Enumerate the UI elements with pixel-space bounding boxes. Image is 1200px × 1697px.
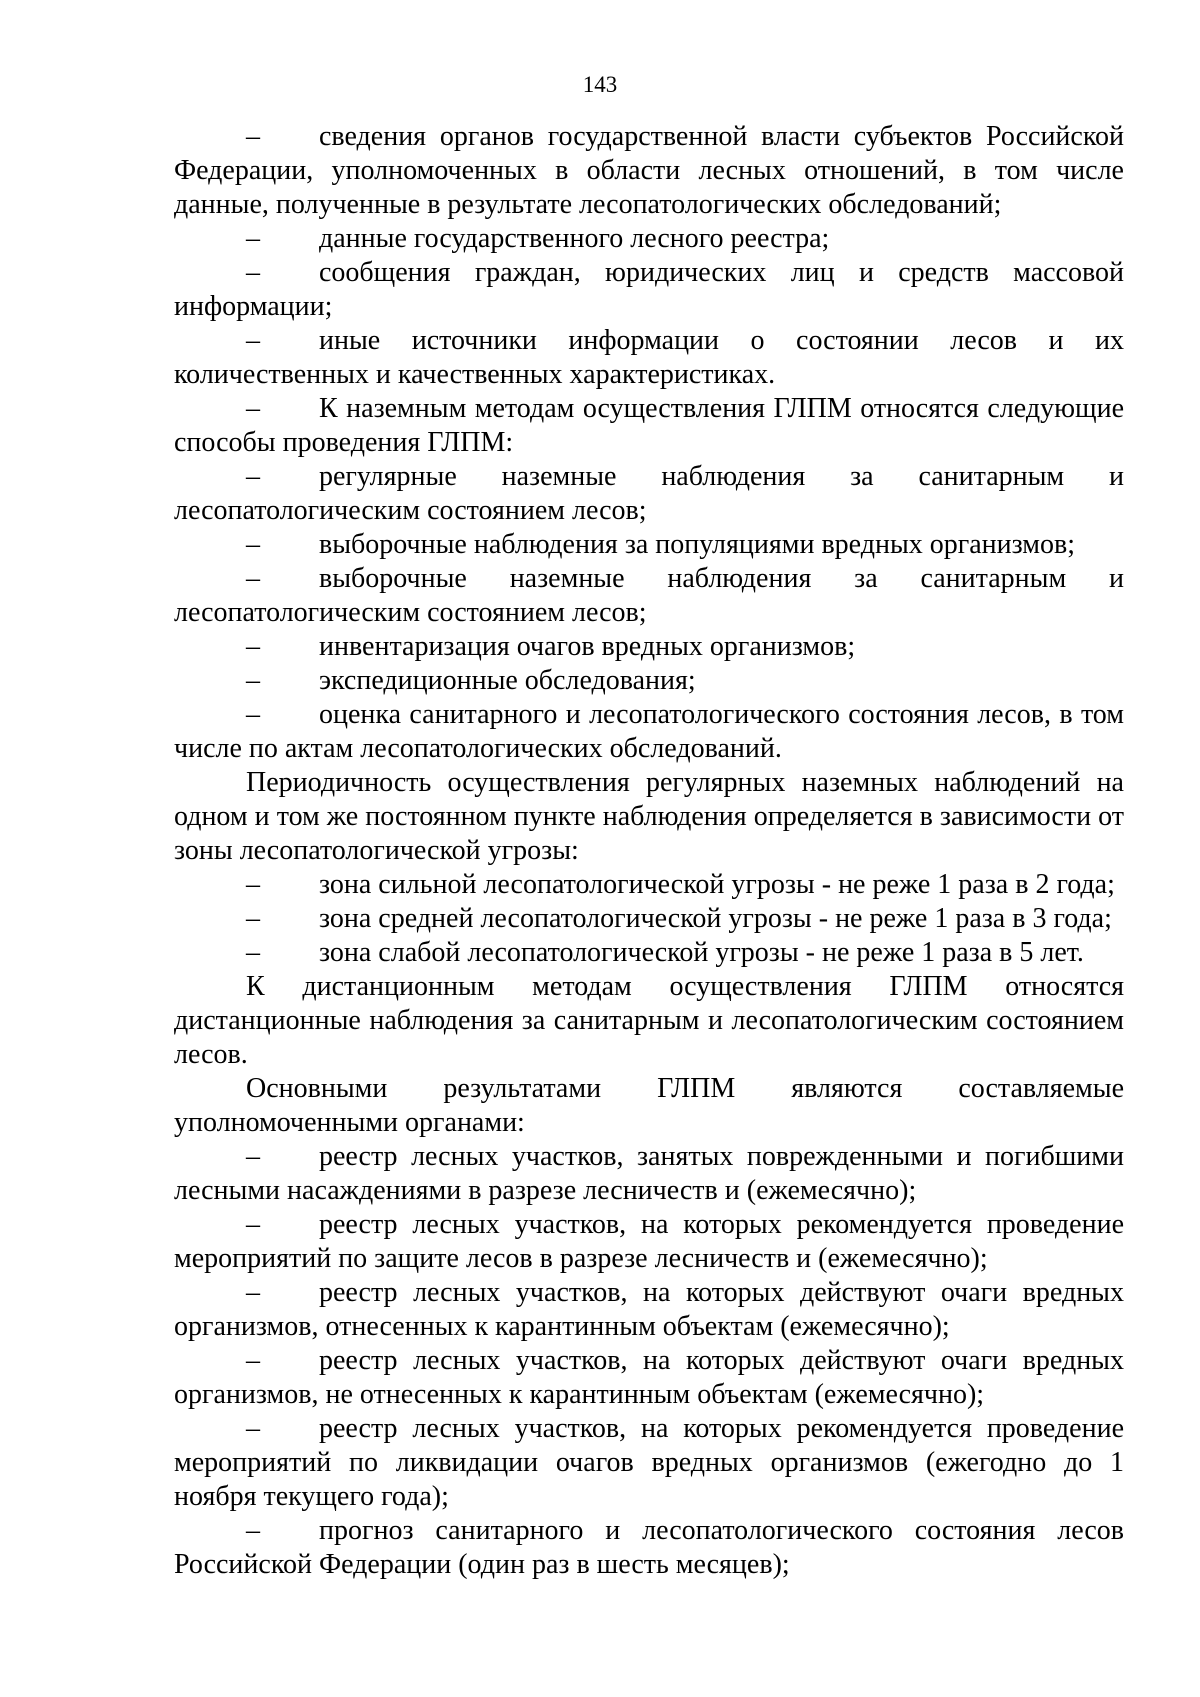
page-number: 143	[582, 72, 618, 97]
list-item-text: экспедиционные обследования;	[319, 665, 696, 696]
dash-marker: –	[246, 563, 260, 594]
dash-marker: –	[246, 1277, 260, 1308]
list-item-text: иные источники информации о состоянии лесов и их количественных и качественных характеристиках.	[174, 325, 1124, 390]
list-item-text: зона слабой лесопатологической угрозы - не реже 1 раза в 5 лет.	[319, 937, 1084, 968]
dash-marker: –	[246, 1141, 260, 1172]
dash-marker: –	[246, 325, 260, 356]
list-item	[174, 664, 1124, 698]
list-item	[174, 528, 1124, 562]
list-item-text: прогноз санитарного и лесопатологического состояния лесов Российской Федерации (один раз в шесть месяцев);	[174, 1515, 1124, 1580]
list-item-text: регулярные наземные наблюдения за санитарным и лесопатологическим состоянием лесов;	[174, 461, 1124, 526]
dash-marker: –	[246, 393, 260, 424]
dash-marker: –	[246, 529, 260, 560]
dash-marker: –	[246, 903, 260, 934]
dash-marker: –	[246, 631, 260, 662]
list-item	[174, 630, 1124, 664]
list-item	[174, 1276, 1124, 1344]
list-item	[174, 1140, 1124, 1208]
list-item-text: сообщения граждан, юридических лиц и средств массовой информации;	[174, 257, 1124, 322]
list-item	[174, 120, 1124, 222]
dash-marker: –	[246, 937, 260, 968]
list-item	[174, 256, 1124, 324]
list-item	[174, 460, 1124, 528]
dash-marker: –	[246, 1515, 260, 1546]
list-item	[174, 698, 1124, 766]
paragraph: Основными результатами ГЛПМ являются составляемые уполномоченными органами:	[174, 1073, 1124, 1138]
dash-marker: –	[246, 461, 260, 492]
dash-marker: –	[246, 121, 260, 152]
list-item-text: К наземным методам осуществления ГЛПМ относятся следующие способы проведения ГЛПМ:	[174, 393, 1124, 458]
list-item	[174, 936, 1124, 970]
list-item-text: зона средней лесопатологической угрозы - не реже 1 раза в 3 года;	[319, 903, 1112, 934]
list-item	[174, 392, 1124, 460]
dash-marker: –	[246, 665, 260, 696]
dash-marker: –	[246, 699, 260, 730]
list-item-text: выборочные наземные наблюдения за санитарным и лесопатологическим состоянием лесов;	[174, 563, 1124, 628]
dash-marker: –	[246, 257, 260, 288]
list-item	[174, 1344, 1124, 1412]
paragraph: Периодичность осуществления регулярных наземных наблюдений на одном и том же постоянном пункте наблюдения определяется в зависимости от зоны лесопатологической угрозы:	[174, 767, 1124, 866]
list-item	[174, 1412, 1124, 1514]
list-item-text: реестр лесных участков, на которых действуют очаги вредных организмов, не отнесенных к карантинным объектам (ежемесячно);	[174, 1345, 1124, 1410]
list-item-text: оценка санитарного и лесопатологического состояния лесов, в том числе по актам лесопатологических обследований.	[174, 699, 1124, 764]
list-item-text: инвентаризация очагов вредных организмов;	[319, 631, 856, 662]
list-item	[174, 1208, 1124, 1276]
list-item-text: реестр лесных участков, занятых поврежденными и погибшими лесными насаждениями в разрезе лесничеств и (ежемесячно);	[174, 1141, 1124, 1206]
list-item	[174, 222, 1124, 256]
list-item-text: выборочные наблюдения за популяциями вредных организмов;	[319, 529, 1076, 560]
list-item-text: данные государственного лесного реестра;	[319, 223, 830, 254]
list-item-text: реестр лесных участков, на которых рекомендуется проведение мероприятий по ликвидации очагов вредных организмов (ежегодно до 1 ноября текущего года);	[174, 1413, 1124, 1512]
dash-marker: –	[246, 1209, 260, 1240]
paragraph: К дистанционным методам осуществления ГЛПМ относятся дистанционные наблюдения за санитарным и лесопатологическим состоянием лесов.	[174, 971, 1124, 1070]
list-item	[174, 902, 1124, 936]
list-item	[174, 1514, 1124, 1582]
list-item	[174, 324, 1124, 392]
list-item	[174, 562, 1124, 630]
dash-marker: –	[246, 223, 260, 254]
dash-marker: –	[246, 1345, 260, 1376]
list-item-text: реестр лесных участков, на которых действуют очаги вредных организмов, отнесенных к карантинным объектам (ежемесячно);	[174, 1277, 1124, 1342]
document-body	[174, 120, 1124, 1582]
list-item-text: сведения органов государственной власти субъектов Российской Федерации, уполномоченных в области лесных отношений, в том числе данные, полученные в результате лесопатологических обследований;	[174, 121, 1124, 220]
dash-marker: –	[246, 1413, 260, 1444]
list-item-text: зона сильной лесопатологической угрозы - не реже 1 раза в 2 года;	[319, 869, 1115, 900]
dash-marker: –	[246, 869, 260, 900]
list-item-text: реестр лесных участков, на которых рекомендуется проведение мероприятий по защите лесов в разрезе лесничеств и (ежемесячно);	[174, 1209, 1124, 1274]
list-item	[174, 868, 1124, 902]
